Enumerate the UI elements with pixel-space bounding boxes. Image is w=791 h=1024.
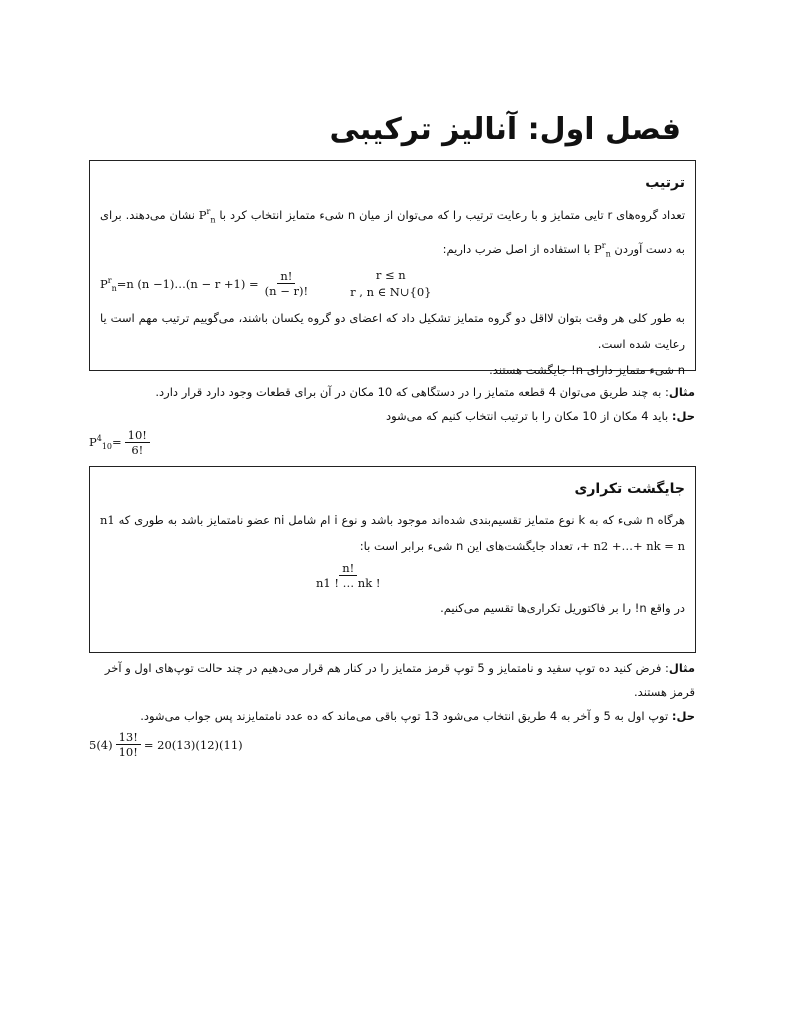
solution-1-formula: $P^4_{10}=$ $\frac{10!}{6!}$ bbox=[89, 428, 153, 458]
sum-equation: n1 + n2 +…+ nk = n bbox=[100, 513, 685, 553]
fraction: $\frac{n!}{n1 ! \dots nk !}$ bbox=[316, 561, 381, 590]
definition-paragraph: تعداد گروه‌های r تایی متمایز و با رعایت ترتیب را که می‌توان از میان n شیء متمایز انتخاب کرد با $P^r_n$ نشان می‌دهند. برای به دست آوردن $P^r_n$ با استفاده از اصل ضرب داریم: bbox=[100, 207, 686, 259]
section-heading: جایگشت تکراری bbox=[574, 481, 685, 497]
fraction: $\frac{n!}{(n - r)!}$ bbox=[264, 269, 309, 299]
definition-paragraph: هرگاه n شیء که به k نوع متمایز تقسیم‌بندی شده‌اند موجود باشد و نوع i ام شامل ni عضو نامتمایز باشد به طوری که n1 + n2 +…+ nk = n، تعداد جایگشت‌های این n شیء برابر است با: bbox=[100, 513, 685, 553]
section-heading: ترتیب bbox=[645, 175, 685, 191]
conditions: r ≤ n r , n ∈ N∪{0} bbox=[350, 268, 432, 300]
permutation-formula: $P^r_n$ =n (n −1)…(n − r +1) = $\frac{n!}{(n - r)!}$ r ≤ n r , n ∈ N∪{0} bbox=[100, 268, 432, 300]
factorial-note: در واقع n! را بر فاکتوریل تکراری‌ها تقسیم می‌کنیم. bbox=[440, 601, 685, 615]
factorial-note: n شیء متمایز دارای n! جایگشت هستند. bbox=[489, 363, 685, 378]
chapter-title: فصل اول: آنالیز ترکیبی bbox=[329, 112, 681, 147]
solution-1: حل: باید 4 مکان از 10 مکان را با ترتیب انتخاب کنیم که می‌شود bbox=[385, 409, 695, 423]
solution-2: حل: توپ اول به 5 و آخر به 4 طریق انتخاب می‌شود 13 توپ باقی می‌ماند که ده عدد نامتمایزند پس جواب می‌شود. bbox=[140, 709, 695, 723]
solution-2-formula: 5(4) $\frac{13!}{10!}$ = 20(13)(12)(11) bbox=[89, 730, 243, 759]
definition-box-arrangement bbox=[89, 160, 696, 378]
permutation-symbol: $P^r_n$ bbox=[198, 207, 216, 225]
order-paragraph: به طور کلی هر وقت بتوان لااقل دو گروه متمایز تشکیل داد که اعضای دو گروه یکسان باشند، می‌گوییم ترتیب مهم است یا رعایت شده است. bbox=[100, 311, 685, 352]
multinomial-formula bbox=[100, 561, 685, 591]
fraction: $\frac{10!}{6!}$ bbox=[125, 428, 150, 458]
permutation-symbol: $P^r_n$ bbox=[594, 241, 611, 259]
definition-box-repeated-permutation bbox=[89, 466, 696, 653]
example-2: مثال: فرض کنید ده توپ سفید و نامتمایز و 5 توپ قرمز متمایز را در کنار هم قرار می‌دهیم در چند حالت توپ‌های اول و آخر قرمز هستند. bbox=[104, 661, 695, 699]
example-1: مثال: به چند طریق می‌توان 4 قطعه متمایز را در دستگاهی که 10 مکان در آن برای قطعات وجود دارد قرار دارد. bbox=[155, 385, 695, 399]
fraction: $\frac{13!}{10!}$ bbox=[116, 730, 141, 760]
